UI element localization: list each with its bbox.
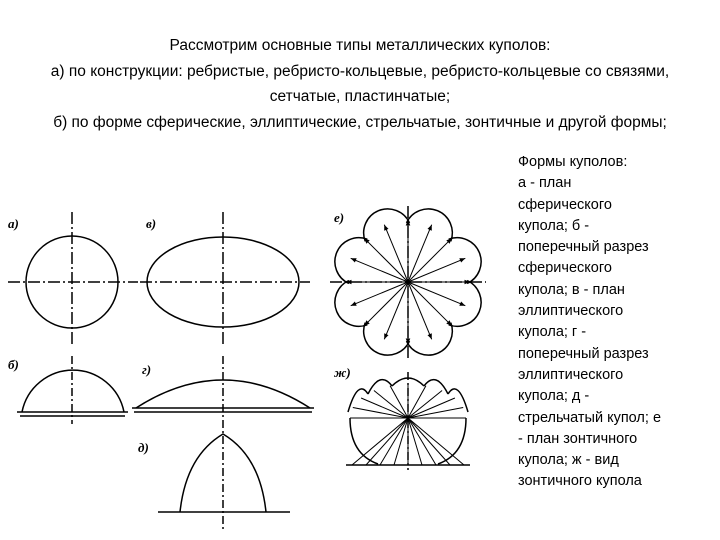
intro-line: б) по форме сферические, эллиптические, стрельчатые, зонтичные и другой формы; [53,113,667,131]
umbrella-rib [408,391,442,419]
ellipse-section [132,356,314,420]
umbrella-side [438,418,466,464]
umbrella-side [350,418,378,464]
umbrella-rib [374,391,408,419]
umbrella-lobe [335,281,367,327]
umbrella-rib [408,386,426,418]
caption-line: - план зонтичного [518,430,638,447]
umbrella-lobe [364,323,410,355]
umbrella-scallop [368,380,392,394]
intro-line: а) по конструкции: ребристые, ребристо-кольцевые, ребристо-кольцевые со связями, [50,62,670,80]
caption-line: эллиптического [518,366,624,383]
caption-line: поперечный разрез [518,239,649,256]
label-b: б) [8,357,19,372]
umbrella-lobe [335,238,367,284]
label-g: г) [142,362,152,377]
umbrella-rib [408,238,452,282]
caption-line: купола; в - план [518,281,625,298]
umbrella-rib [408,282,452,326]
intro-line: Рассмотрим основные типы металлических куполов: [169,37,551,54]
caption-line: купола; б - [518,217,590,234]
label-zh: ж) [334,365,351,380]
caption-line: сферического [518,196,612,213]
caption-line: поперечный разрез [518,345,649,362]
umbrella-scallop [424,380,448,394]
caption-line: стрельчатый купол; е [518,409,662,426]
umbrella-lobe [449,238,481,284]
umbrella-fan-rib [408,418,422,465]
umbrella-lobe [407,209,453,241]
caption-line: Формы куполов: [518,154,628,170]
label-a: а) [8,216,19,231]
umbrella-dome-plan [330,206,486,360]
caption-line: купола; д - [518,388,590,405]
caption-line: купола; г - [518,324,587,341]
umbrella-fan-rib [352,418,408,465]
sphere-plan [8,212,138,346]
label-d: д) [138,440,149,455]
caption-line: а - план [518,175,572,192]
sphere-section [17,356,128,424]
label-v: в) [146,216,157,231]
umbrella-dome-view [346,372,470,470]
caption-line: сферического [518,260,612,277]
umbrella-fan-rib [408,418,464,465]
intro-line: сетчатые, пластинчатые; [269,88,451,105]
umbrella-rib [364,238,408,282]
umbrella-rib [408,398,455,418]
lancet-dome [158,420,290,530]
caption-line: зонтичного купола [518,473,642,490]
umbrella-fan-rib [394,418,408,465]
umbrella-fan-rib [366,418,408,465]
umbrella-fan-rib [408,418,436,465]
umbrella-lobe [407,323,453,355]
figure-caption [518,152,708,493]
umbrella-fan-rib [380,418,408,465]
umbrella-rib [390,386,408,418]
umbrella-fan-rib [408,418,450,465]
umbrella-lobe [364,209,410,241]
umbrella-rib [361,398,408,418]
umbrella-rib [408,408,463,419]
umbrella-rib [364,282,408,326]
umbrella-lobe [449,281,481,327]
ellipse-plan [140,212,310,346]
label-e: е) [334,210,345,225]
umbrella-rib [353,408,408,419]
caption-line: эллиптического [518,303,624,320]
caption-line: купола; ж - вид [518,452,619,469]
